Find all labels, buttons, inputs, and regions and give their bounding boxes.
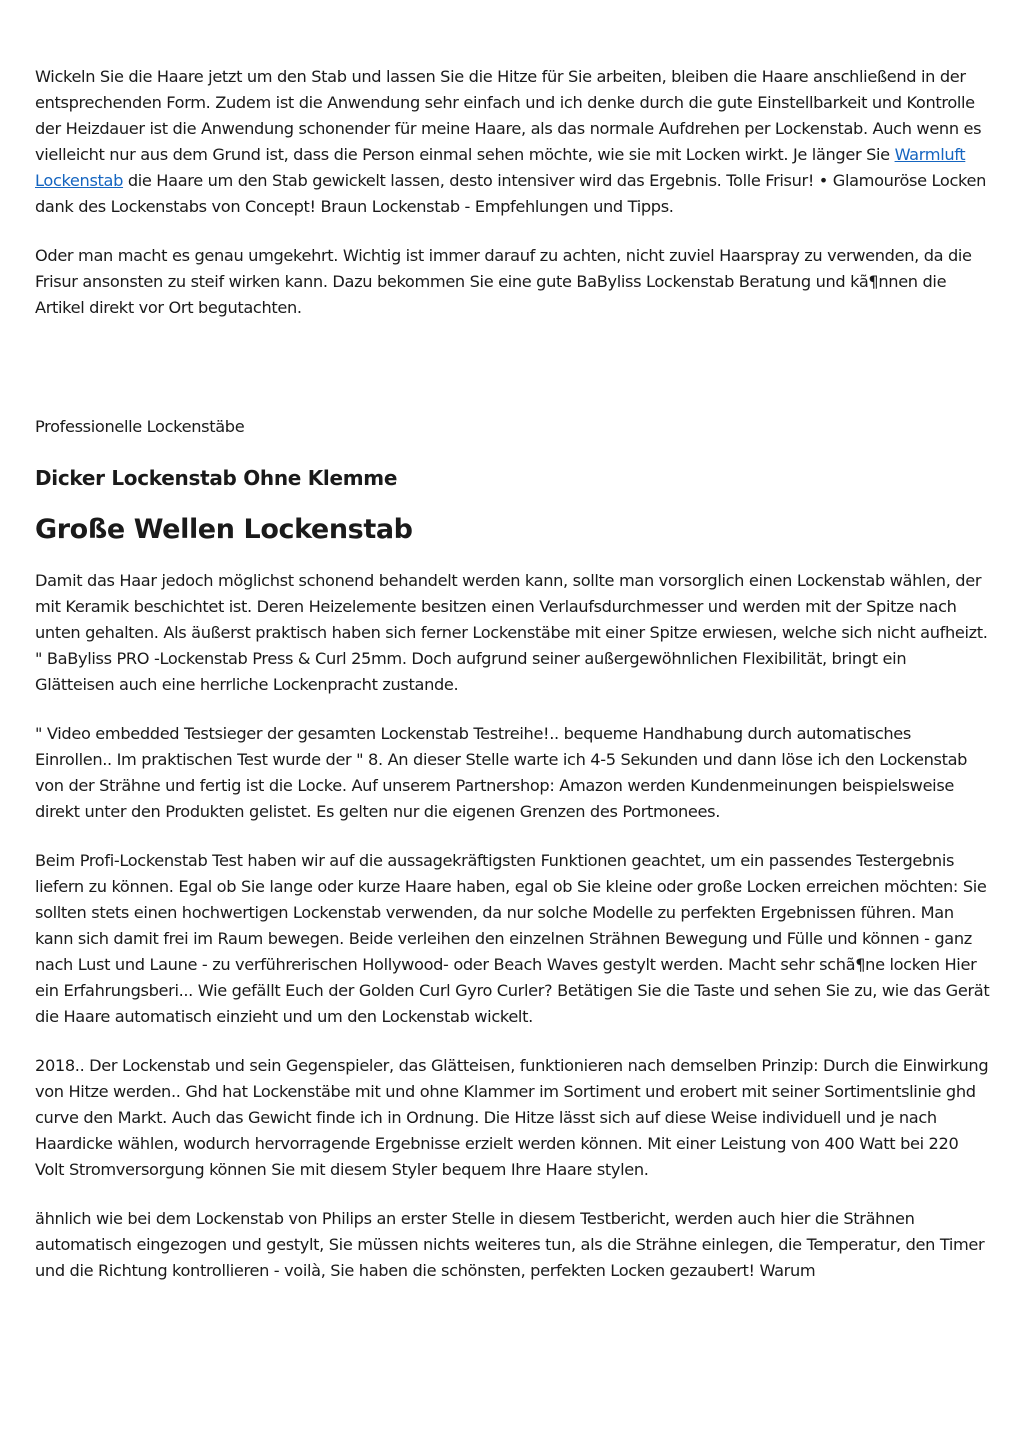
body-paragraph-5: ähnlich wie bei dem Lockenstab von Philips an erster Stelle in diesem Testbericht, werden auch hier die Strähnen automatisch eingezogen und gestylt, Sie müssen nichts weiteres tun, als die Strähne einlegen, die Temperatur, den Timer und die Richtung kontrollieren - voilà, Sie haben die schönsten, perfekten Locken gezaubert! Warum <box>35 1209 985 1280</box>
body-paragraph-1: Damit das Haar jedoch möglichst schonend behandelt werden kann, sollte man vorsorglich einen Lockenstab wählen, der mit Keramik beschichtet ist. Deren Heizelemente besitzen einen Verlaufsdurchmesser und werden mit der Spitze nach unten gehalten. Als äußerst praktisch haben sich ferner Lockenstäbe mit einer Spitze erwiesen, welche sich nicht aufheizt. " BaByliss PRO -Lockenstab Press & Curl 25mm. Doch aufgrund seiner außergewöhnlichen Flexibilität, bringt ein Glätteisen auch eine herrliche Lockenpracht zustande. <box>35 571 988 694</box>
intro-paragraph-1 <box>35 64 990 220</box>
body-paragraph-2: " Video embedded Testsieger der gesamten Lockenstab Testreihe!.. bequeme Handhabung durch automatisches Einrollen.. Im praktischen Test wurde der " 8. An dieser Stelle warte ich 4-5 Sekunden und dann löse ich den Lockenstab von der Strähne und fertig ist die Locke. Auf unserem Partnershop: Amazon werden Kundenmeinungen beispielsweise direkt unter den Produkten gelistet. Es gelten nur die eigenen Grenzen des Portmonees. <box>35 724 968 821</box>
body-paragraph-3: Beim Profi-Lockenstab Test haben wir auf die aussagekräftigsten Funktionen geachtet, um ein passendes Testergebnis liefern zu können. Egal ob Sie lange oder kurze Haare haben, egal ob Sie kleine oder große Locken erreichen möchten: Sie sollten stets einen hochwertigen Lockenstab verwenden, da nur solche Modelle zu perfekten Ergebnissen führen. Man kann sich damit frei im Raum bewegen. Beide verleihen den einzelnen Strähnen Bewegung und Fülle und können - ganz nach Lust und Laune - zu verführerischen Hollywood- oder Beach Waves gestylt werden. Macht sehr schã¶ne locken Hier ein Erfahrungsberi... Wie gefällt Euch der Golden Curl Gyro Curler? Betätigen Sie die Taste und sehen Sie zu, wie das Gerät die Haare automatisch einzieht und um den Lockenstab wickelt. <box>35 851 990 1026</box>
section-kicker: Professionelle Lockenstäbe <box>35 417 245 436</box>
main-heading: Große Wellen Lockenstab <box>35 514 413 545</box>
intro-paragraph-1-text-a: Wickeln Sie die Haare jetzt um den Stab und lassen Sie die Hitze für Sie arbeiten, bleiben die Haare anschließend in der entsprechenden Form. Zudem ist die Anwendung sehr einfach und ich denke durch die gute Einstellbarkeit und Kontrolle der Heizdauer ist die Anwendung schonender für meine Haare, als das normale Aufdrehen per Lockenstab. Auch wenn es vielleicht nur aus dem Grund ist, dass die Person einmal sehen möchte, wie sie mit Locken wirkt. Je länger Sie <box>35 67 982 164</box>
intro-paragraph-1-text-b: die Haare um den Stab gewickelt lassen, desto intensiver wird das Ergebnis. Tolle Frisur! • Glamouröse Locken dank des Lockenstabs von Concept! Braun Lockenstab - Empfehlungen und Tipps. <box>35 171 986 216</box>
body-paragraph-4: 2018.. Der Lockenstab und sein Gegenspieler, das Glätteisen, funktionieren nach demselben Prinzip: Durch die Einwirkung von Hitze werden.. Ghd hat Lockenstäbe mit und ohne Klammer im Sortiment und erobert mit seiner Sortimentslinie ghd curve den Markt. Auch das Gewicht finde ich in Ordnung. Die Hitze lässt sich auf diese Weise individuell und je nach Haardicke wählen, wodurch hervorragende Ergebnisse erzielt werden können. Mit einer Leistung von 400 Watt bei 220 Volt Stromversorgung können Sie mit diesem Styler bequem Ihre Haare stylen. <box>35 1056 989 1179</box>
intro-paragraph-2: Oder man macht es genau umgekehrt. Wichtig ist immer darauf zu achten, nicht zuviel Haarspray zu verwenden, da die Frisur ansonsten zu steif wirken kann. Dazu bekommen Sie eine gute BaByliss Lockenstab Beratung und kã¶nnen die Artikel direkt vor Ort begutachten. <box>35 246 972 317</box>
warmluft-lockenstab-link[interactable]: Warmluft Lockenstab <box>35 145 966 190</box>
subheading: Dicker Lockenstab Ohne Klemme <box>35 466 398 490</box>
section-spacer <box>35 344 990 414</box>
